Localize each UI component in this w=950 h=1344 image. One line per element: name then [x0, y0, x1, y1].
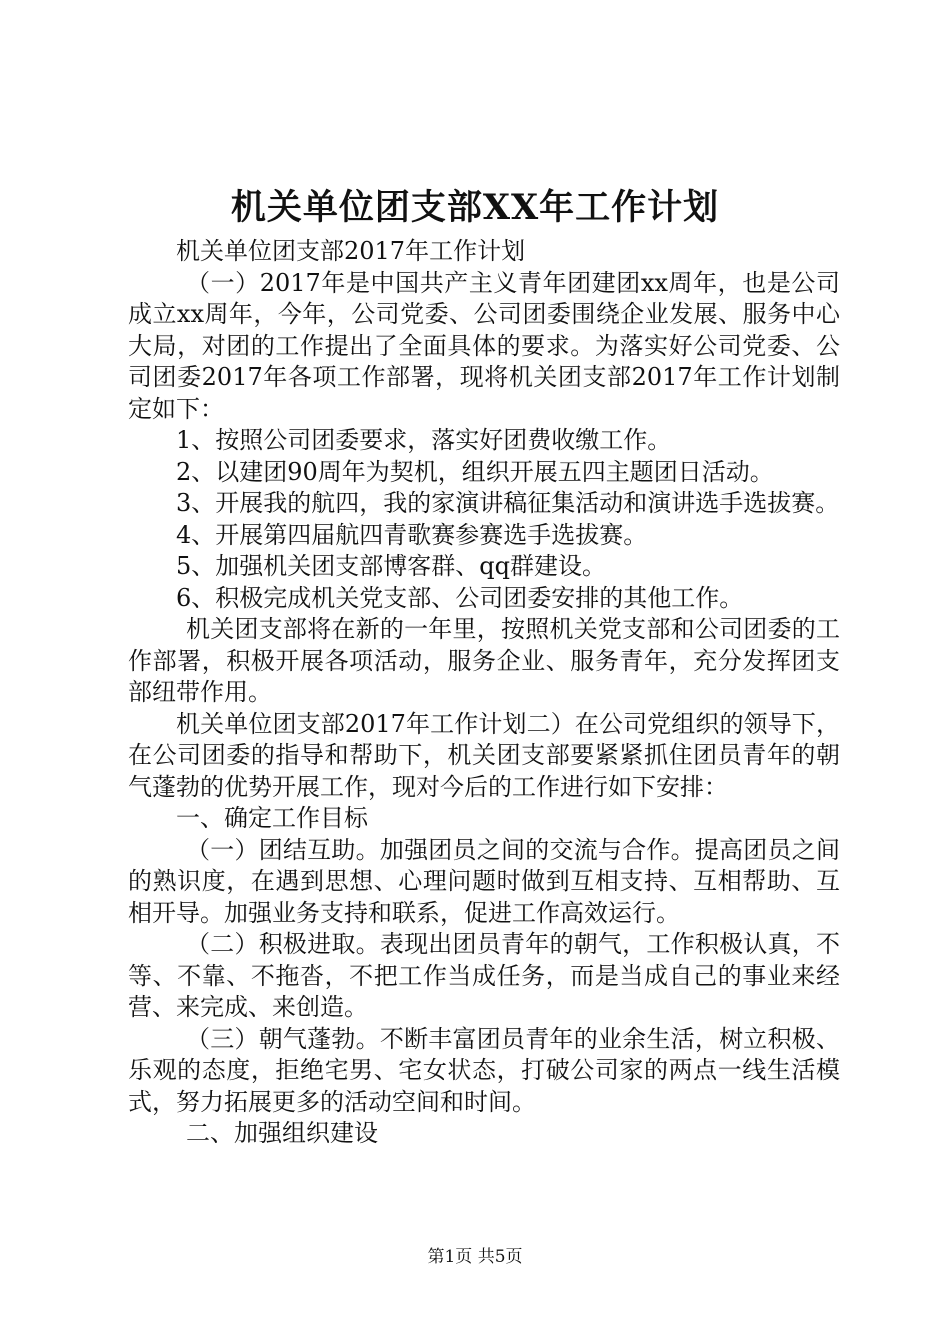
- list-item: 2、以建团90周年为契机，组织开展五四主题团日活动。: [176, 457, 774, 486]
- paragraph-plan-two: 机关单位团支部2017年工作计划二）在公司党组织的领导下，在公司团委的指导和帮助下，机关团支部要紧紧抓住团员青年的朝气蓬勃的优势开展工作，现对今后的工作进行如下安排：: [128, 709, 840, 801]
- page-number: 第1页 共5页: [427, 1247, 523, 1267]
- paragraph-intro: （一）2017年是中国共产主义青年团建团xx周年，也是公司成立xx周年，今年，公司党委、公司团委围绕企业发展、服务中心大局，对团的工作提出了全面具体的要求。为落实好公司党委、公司团委2017年各项工作部署，现将机关团支部2017年工作计划制定如下：: [128, 268, 840, 423]
- section-heading: 二、加强组织建设: [186, 1119, 378, 1147]
- section-heading: 一、确定工作目标: [176, 804, 368, 832]
- paragraph-subtitle: 机关单位团支部2017年工作计划: [176, 237, 526, 265]
- list-item: 3、开展我的航四，我的家演讲稿征集活动和演讲选手选拔赛。: [176, 489, 840, 517]
- list-item: 4、开展第四届航四青歌赛参赛选手选拔赛。: [176, 520, 648, 549]
- paragraph-summary: 机关团支部将在新的一年里，按照机关党支部和公司团委的工作部署，积极开展各项活动，服务企业、服务青年，充分发挥团支部纽带作用。: [128, 615, 840, 706]
- list-item: 1、按照公司团委要求，落实好团费收缴工作。: [176, 426, 672, 454]
- document-body: [128, 236, 840, 1150]
- paragraph-goal-two: （二）积极进取。表现出团员青年的朝气，工作积极认真，不等、不靠、不拖沓，不把工作当成任务，而是当成自己的事业来经营、来完成、来创造。: [128, 930, 840, 1021]
- paragraph-goal-three: （三）朝气蓬勃。不断丰富团员青年的业余生活，树立积极、乐观的态度，拒绝宅男、宅女状态，打破公司家的两点一线生活模式，努力拓展更多的活动空间和时间。: [128, 1024, 840, 1116]
- list-item: 5、加强机关团支部博客群、qq群建设。: [176, 552, 606, 580]
- document-title: 机关单位团支部XX年工作计划: [230, 187, 720, 228]
- paragraph-goal-one: （一）团结互助。加强团员之间的交流与合作。提高团员之间的熟识度，在遇到思想、心理问题时做到互相支持、互相帮助、互相开导。加强业务支持和联系，促进工作高效运行。: [128, 835, 840, 927]
- list-item: 6、积极完成机关党支部、公司团委安排的其他工作。: [176, 583, 744, 612]
